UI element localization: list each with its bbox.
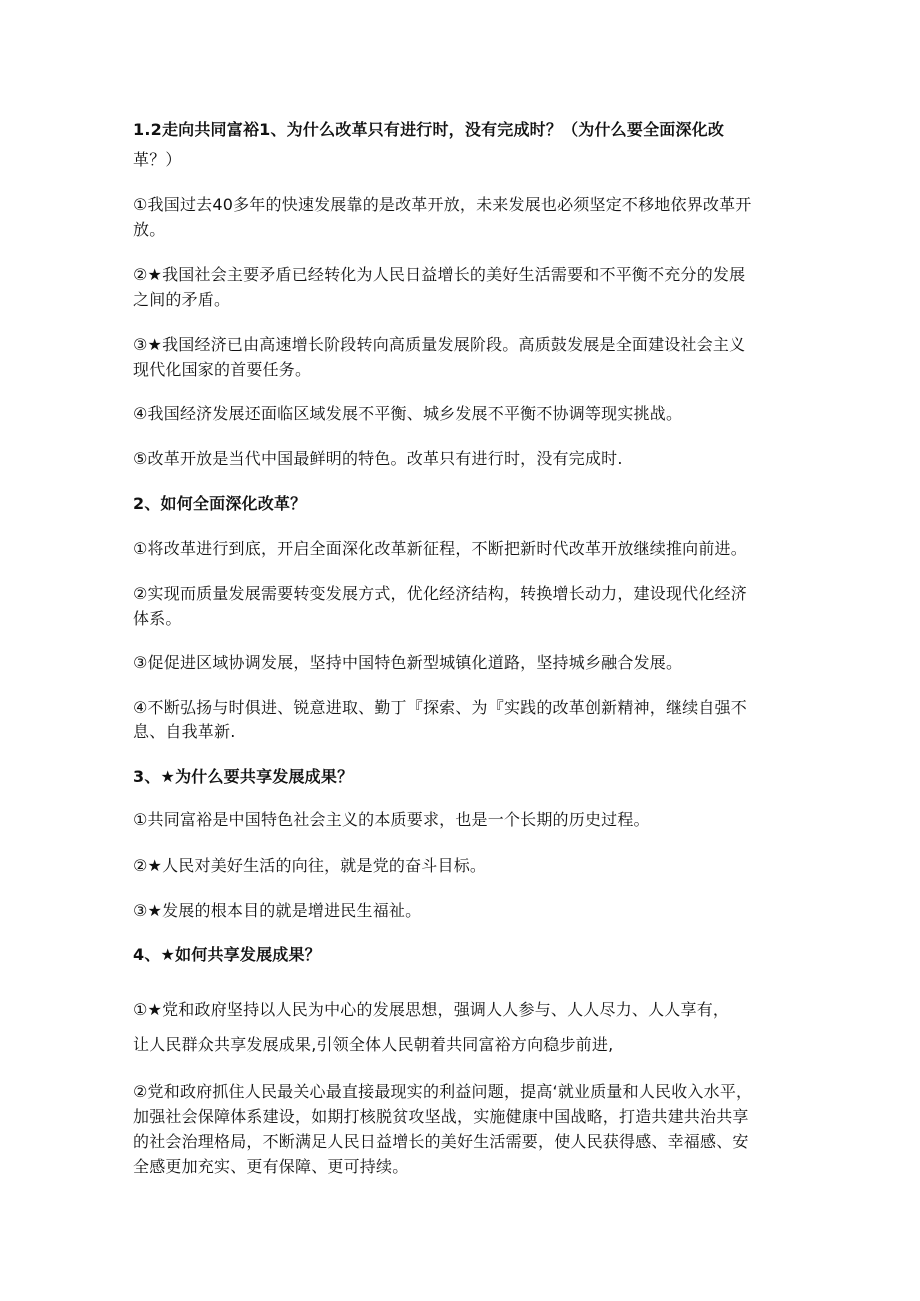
paragraph-line: 加强社会保障体系建设，如期打核脱贫攻坚战，实施健康中国战略，打造共建共治共享 (133, 1107, 749, 1126)
paragraph-line: ①共同富裕是中国特色社会主义的本质要求，也是一个长期的历史过程。 (133, 810, 650, 829)
paragraph-line: ①★党和政府坚持以人民为中心的发展思想，强调人人参与、人人尽力、人人享有， (133, 1000, 730, 1019)
question-heading: 2、如何全面深化改革？ (133, 494, 307, 513)
question-heading: 4、★如何共享发展成果？ (133, 945, 321, 964)
paragraph-line: ④不断弘扬与时俱进、锐意进取、勤丁『探索、为『实践的改革创新精神，继续自强不 (133, 698, 747, 717)
paragraph-line: 全感更加充实、更有保障、更可持续。 (133, 1157, 409, 1176)
paragraph-line: 体系。 (133, 609, 182, 628)
paragraph-line: 现代化国家的首要任务。 (133, 360, 312, 379)
section-heading: 1.2走向共同富裕1、为什么改革只有进行时，没有完成时？（为什么要全面深化改 (133, 120, 725, 139)
paragraph-line: 息、自我革新. (133, 722, 236, 741)
paragraph-line: ④我国经济发展还面临区域发展不平衡、城乡发展不平衡不协调等现实挑战。 (133, 404, 683, 423)
paragraph-line: ③★发展的根本目的就是增进民生福祉。 (133, 901, 422, 920)
paragraph-line: ②★我国社会主要矛盾已经转化为人民日益增长的美好生活需要和不平衡不充分的发展 (133, 265, 746, 284)
paragraph-line: ③促促进区域协调发展，坚持中国特色新型城镇化道路，坚持城乡融合发展。 (133, 653, 683, 672)
paragraph-line: ①我国过去40多年的快速发展靠的是改革开放，未来发展也必须坚定不移地依界改革开 (133, 195, 752, 214)
paragraph-line: ③★我国经济已由高速增长阶段转向高质量发展阶段。高质鼓发展是全面建设社会主义 (133, 335, 746, 354)
paragraph-line: 之间的矛盾。 (133, 290, 231, 309)
paragraph-line: ②★人民对美好生活的向往，就是党的奋斗目标。 (133, 856, 487, 875)
paragraph-line: ②党和政府抓住人民最关心最直接最现实的利益问题，提高‘就业质量和人民收入水平， (133, 1082, 753, 1101)
paragraph-line: ⑤改革开放是当代中国最鲜明的特色。改革只有进行时，没有完成时. (133, 449, 623, 468)
paragraph-line: ①将改革进行到底，开启全面深化改革新征程，不断把新时代改革开放继续推向前进。 (133, 539, 747, 558)
section-heading-cont: 革？） (133, 150, 182, 169)
paragraph-line: ②实现而质量发展需要转变发展方式，优化经济结构，转换增长动力，建设现代化经济 (133, 584, 747, 603)
paragraph-line: 让人民群众共享发展成果,引领全体人民朝着共同富裕方向稳步前进, (133, 1035, 614, 1054)
question-heading: 3、★为什么要共享发展成果？ (133, 767, 354, 786)
paragraph-line: 的社会治理格局，不断满足人民日益增长的美好生活需要，使人民获得感、幸福感、安 (133, 1132, 749, 1151)
paragraph-line: 放。 (133, 220, 166, 239)
